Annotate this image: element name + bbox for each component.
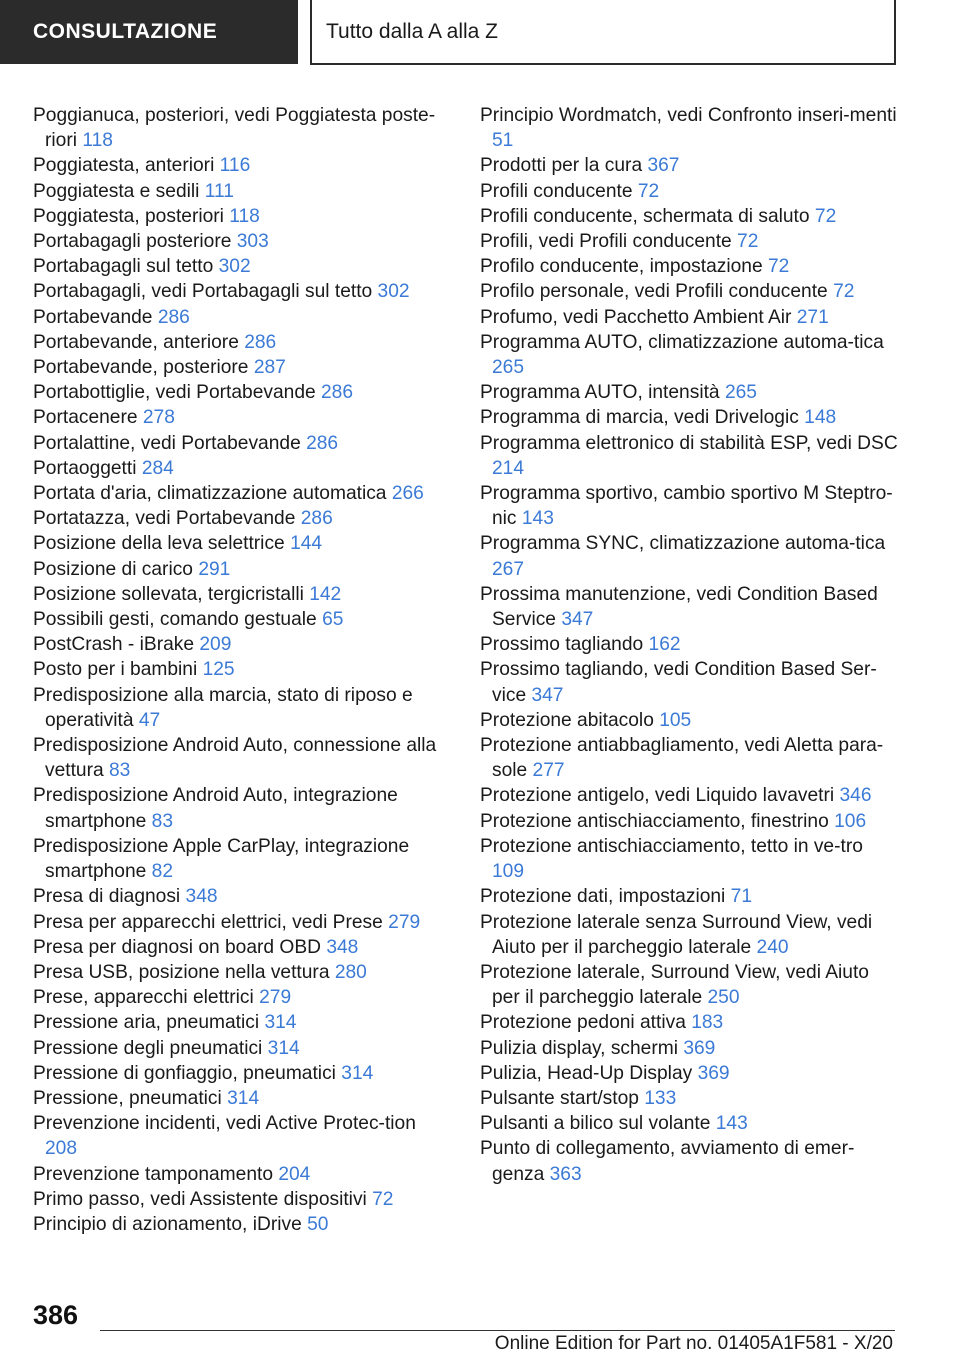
index-entry	[480, 632, 900, 657]
index-entry	[480, 330, 900, 380]
index-entry	[33, 783, 443, 833]
index-entry	[33, 657, 443, 682]
entry-text: Pressione, pneumatici	[33, 1087, 222, 1109]
entry-text: Pulizia display, schermi	[480, 1037, 678, 1059]
index-entry	[480, 657, 900, 707]
page-reference-link[interactable]: 279	[259, 987, 292, 1009]
index-entry	[33, 204, 443, 229]
entry-text: Principio di azionamento, iDrive	[33, 1213, 302, 1235]
page-reference-link[interactable]: 369	[683, 1037, 716, 1059]
index-entry	[33, 179, 443, 204]
index-entry	[33, 1086, 443, 1111]
index-entry	[33, 305, 443, 330]
index-entry	[480, 531, 900, 581]
index-entry	[33, 153, 443, 178]
entry-text: Portabevande, anteriore	[33, 331, 239, 353]
chapter-title: Tutto dalla A alla Z	[310, 0, 896, 65]
entry-text: Profili conducente	[480, 180, 633, 202]
entry-text: Poggiatesta, posteriori	[33, 205, 224, 227]
index-entry	[33, 632, 443, 657]
index-entry	[33, 1212, 443, 1237]
entry-text: Profilo personale, vedi Profili conducente	[480, 281, 828, 303]
index-entry	[480, 733, 900, 783]
entry-text: Portabevande	[33, 306, 153, 328]
page-reference-link[interactable]: 266	[391, 483, 424, 505]
entry-text: Protezione antischiacciamento, finestrino	[480, 810, 829, 832]
entry-text: Poggiatesta, anteriori	[33, 155, 215, 177]
page-reference-link[interactable]: 250	[707, 987, 740, 1009]
page-reference-link[interactable]: 286	[244, 331, 277, 353]
page-reference-link[interactable]: 72	[372, 1188, 394, 1210]
entry-text: Protezione laterale, Surround View, vedi Aiuto per il parcheggio laterale	[480, 961, 869, 1009]
page-reference-link[interactable]: 279	[388, 911, 421, 933]
page-reference-link[interactable]: 287	[253, 357, 286, 379]
index-entry	[33, 506, 443, 531]
entry-text: Poggianuca, posteriori, vedi Poggiatesta poste-riori	[33, 105, 436, 152]
index-entry	[480, 884, 900, 909]
page-reference-link[interactable]: 286	[157, 306, 190, 328]
entry-text: Prossimo tagliando, vedi Condition Based Ser-vice	[480, 659, 877, 706]
entry-text: Prevenzione incidenti, vedi Active Protec-tion	[33, 1113, 416, 1135]
page-reference-link[interactable]: 148	[804, 407, 837, 429]
entry-text: Protezione antiabbagliamento, vedi Aletta para-sole	[480, 735, 884, 782]
entry-text: Pressione aria, pneumatici	[33, 1012, 260, 1034]
page-reference-link[interactable]: 267	[492, 558, 525, 580]
page-reference-link[interactable]: 105	[659, 709, 692, 731]
index-entry	[480, 910, 900, 960]
index-entry	[480, 834, 900, 884]
entry-text: Poggiatesta e sedili	[33, 180, 200, 202]
page-reference-link[interactable]: 363	[549, 1163, 582, 1185]
entry-text: Predisposizione alla marcia, stato di riposo e operatività	[33, 684, 413, 731]
page-reference-link[interactable]: 47	[138, 709, 161, 731]
page-reference-link[interactable]: 118	[82, 130, 113, 152]
index-entry	[480, 783, 900, 808]
index-entry	[480, 1111, 900, 1136]
index-entry	[33, 1036, 443, 1061]
index-entry	[33, 254, 443, 279]
index-entry	[480, 1136, 900, 1186]
index-entry	[480, 960, 900, 1010]
page-reference-link[interactable]: 348	[185, 886, 218, 908]
entry-text: Programma AUTO, climatizzazione automa-tica	[480, 331, 884, 353]
page-reference-link[interactable]: 314	[267, 1037, 300, 1059]
index-entry	[33, 985, 443, 1010]
footer-divider	[100, 1330, 895, 1331]
entry-text: Portabevande, posteriore	[33, 357, 249, 379]
index-entry	[33, 431, 443, 456]
page-reference-link[interactable]: 65	[322, 609, 344, 631]
page-reference-link[interactable]: 302	[218, 256, 251, 278]
page-reference-link[interactable]: 346	[839, 785, 872, 807]
entry-text: Pulsanti a bilico sul volante	[480, 1113, 711, 1135]
index-entry	[33, 960, 443, 985]
index-entry	[480, 305, 900, 330]
index-entry	[33, 935, 443, 960]
page-reference-link[interactable]: 162	[648, 634, 681, 656]
index-entry	[33, 330, 443, 355]
page-reference-link[interactable]: 72	[637, 180, 660, 202]
page-reference-link[interactable]: 314	[227, 1087, 260, 1109]
index-column-right	[480, 103, 900, 1187]
page-reference-link[interactable]: 118	[229, 205, 260, 227]
page-reference-link[interactable]: 314	[264, 1012, 297, 1034]
entry-text: Presa per diagnosi on board OBD	[33, 936, 321, 958]
page-reference-link[interactable]: 367	[647, 155, 680, 177]
page-reference-link[interactable]: 271	[796, 306, 829, 328]
entry-text: Programma di marcia, vedi Drivelogic	[480, 407, 799, 429]
entry-text: Programma AUTO, intensità	[480, 382, 720, 404]
entry-text: Punto di collegamento, avviamento di emer-genza	[480, 1138, 855, 1185]
entry-text: PostCrash - iBrake	[33, 634, 195, 656]
index-column-left	[33, 103, 443, 1237]
entry-text: Pulsante start/stop	[480, 1087, 639, 1109]
index-entry	[33, 229, 443, 254]
page-reference-link[interactable]: 133	[644, 1087, 677, 1109]
index-entry	[33, 103, 443, 153]
index-entry	[480, 1010, 900, 1035]
section-tab: CONSULTAZIONE	[0, 0, 298, 64]
entry-text: Pressione di gonfiaggio, pneumatici	[33, 1062, 336, 1084]
page-reference-link[interactable]: 109	[492, 861, 525, 883]
entry-text: Posto per i bambini	[33, 659, 198, 681]
entry-text: Portata d'aria, climatizzazione automatica	[33, 483, 387, 505]
page-reference-link[interactable]: 303	[236, 231, 269, 253]
page-reference-link[interactable]: 286	[300, 508, 333, 530]
index-entry	[33, 607, 443, 632]
entry-text: Portabagagli sul tetto	[33, 256, 214, 278]
entry-text: Programma elettronico di stabilità ESP, vedi DSC	[480, 432, 898, 454]
index-entry	[480, 431, 900, 481]
index-entry	[480, 229, 900, 254]
index-entry	[33, 733, 443, 783]
page-reference-link[interactable]: 204	[278, 1163, 311, 1185]
index-entry	[33, 355, 443, 380]
page-reference-link[interactable]: 83	[151, 810, 174, 832]
entry-text: Posizione della leva selettrice	[33, 533, 285, 555]
index-entry	[33, 884, 443, 909]
page-reference-link[interactable]: 314	[341, 1062, 374, 1084]
index-entry	[480, 204, 900, 229]
index-entry	[480, 279, 900, 304]
entry-text: Portaoggetti	[33, 457, 137, 479]
page-reference-link[interactable]: 347	[531, 684, 564, 706]
page-header	[0, 0, 960, 66]
index-entry	[33, 531, 443, 556]
entry-text: Profili, vedi Profili conducente	[480, 231, 732, 253]
page-reference-link[interactable]: 278	[142, 407, 175, 429]
index-entry	[480, 405, 900, 430]
page-reference-link[interactable]: 116	[219, 155, 251, 177]
page-reference-link[interactable]: 71	[730, 886, 752, 908]
page-reference-link[interactable]: 348	[326, 936, 359, 958]
index-entry	[33, 456, 443, 481]
index-entry	[33, 834, 443, 884]
page-reference-link[interactable]: 208	[45, 1138, 78, 1160]
entry-text: Portabottiglie, vedi Portabevande	[33, 382, 316, 404]
page-reference-link[interactable]: 72	[768, 256, 790, 278]
page-reference-link[interactable]: 209	[199, 634, 232, 656]
page-reference-link[interactable]: 347	[561, 609, 594, 631]
entry-text: Protezione abitacolo	[480, 709, 654, 731]
entry-text: Principio Wordmatch, vedi Confronto inseri-menti	[480, 105, 897, 126]
page-reference-link[interactable]: 72	[737, 231, 759, 253]
index-entry	[33, 582, 443, 607]
page-reference-link[interactable]: 83	[109, 760, 131, 782]
entry-text: Prossima manutenzione, vedi Condition Based Service	[480, 583, 878, 631]
index-entry	[480, 1086, 900, 1111]
entry-text: Protezione pedoni attiva	[480, 1012, 686, 1034]
page-reference-link[interactable]: 291	[198, 558, 231, 580]
entry-text: Prevenzione tamponamento	[33, 1163, 273, 1185]
index-entry	[33, 683, 443, 733]
page-reference-link[interactable]: 72	[833, 281, 855, 303]
entry-text: Predisposizione Android Auto, integrazione smartphone	[33, 785, 398, 832]
page-reference-link[interactable]: 280	[334, 961, 367, 983]
page-reference-link[interactable]: 111	[204, 180, 234, 202]
entry-text: Posizione sollevata, tergicristalli	[33, 583, 304, 605]
entry-text: Portabagagli, vedi Portabagagli sul tetto	[33, 281, 373, 303]
page-reference-link[interactable]: 265	[492, 357, 525, 379]
entry-text: Protezione antischiacciamento, tetto in ve-tro	[480, 835, 863, 857]
entry-text: Presa USB, posizione nella vettura	[33, 961, 330, 983]
page-reference-link[interactable]: 284	[141, 457, 174, 479]
page-reference-link[interactable]: 369	[697, 1062, 730, 1084]
index-entry	[480, 254, 900, 279]
index-entry	[480, 708, 900, 733]
page-reference-link[interactable]: 286	[321, 382, 354, 404]
entry-text: Possibili gesti, comando gestuale	[33, 609, 317, 631]
index-entry	[480, 481, 900, 531]
entry-text: Programma SYNC, climatizzazione automa-tica	[480, 533, 886, 555]
page-reference-link[interactable]: 302	[377, 281, 410, 303]
page-reference-link[interactable]: 240	[756, 936, 789, 958]
index-entry	[480, 153, 900, 178]
entry-text: Portalattine, vedi Portabevande	[33, 432, 301, 454]
page-reference-link[interactable]: 144	[290, 533, 323, 555]
edition-note: Online Edition for Part no. 01405A1F581 - X/20	[494, 1333, 893, 1354]
page-reference-link[interactable]: 51	[492, 130, 514, 152]
entry-text: Predisposizione Android Auto, connessione alla vettura	[33, 735, 437, 782]
entry-text: Prese, apparecchi elettrici	[33, 987, 254, 1009]
index-entry	[33, 405, 443, 430]
index-entry	[33, 557, 443, 582]
page-reference-link[interactable]: 214	[492, 457, 525, 479]
entry-text: Portatazza, vedi Portabevande	[33, 508, 296, 530]
entry-text: Posizione di carico	[33, 558, 193, 580]
index-entry	[480, 103, 900, 153]
entry-text: Presa di diagnosi	[33, 886, 181, 908]
index-entry	[480, 1036, 900, 1061]
entry-text: Portacenere	[33, 407, 138, 429]
index-entry	[33, 380, 443, 405]
index-entry	[480, 179, 900, 204]
index-entry	[33, 1187, 443, 1212]
entry-text: Protezione antigelo, vedi Liquido lavavetri	[480, 785, 835, 807]
page-number: 386	[33, 1300, 79, 1330]
index-entry	[33, 1061, 443, 1086]
page-reference-link[interactable]: 143	[521, 508, 554, 530]
entry-text: Pulizia, Head-Up Display	[480, 1062, 693, 1084]
index-entry	[480, 1061, 900, 1086]
entry-text: Predisposizione Apple CarPlay, integrazione smartphone	[33, 835, 410, 883]
entry-text: Protezione laterale senza Surround View, vedi Aiuto per il parcheggio laterale	[480, 911, 873, 958]
page-reference-link[interactable]: 106	[834, 810, 867, 832]
entry-text: Prossimo tagliando	[480, 634, 644, 656]
entry-text: Primo passo, vedi Assistente dispositivi	[33, 1188, 367, 1210]
index-entry	[480, 582, 900, 632]
page-reference-link[interactable]: 265	[724, 382, 757, 404]
entry-text: Pressione degli pneumatici	[33, 1037, 263, 1059]
entry-text: Programma sportivo, cambio sportivo M Steptro-nic	[480, 483, 893, 530]
page-reference-link[interactable]: 277	[532, 760, 565, 782]
page-reference-link[interactable]: 286	[306, 432, 339, 454]
index-entry	[33, 279, 443, 304]
index-entry	[33, 481, 443, 506]
entry-text: Profili conducente, schermata di saluto	[480, 205, 810, 227]
entry-text: Portabagagli posteriore	[33, 231, 232, 253]
entry-text: Profilo conducente, impostazione	[480, 256, 763, 278]
page-reference-link[interactable]: 50	[307, 1213, 329, 1235]
entry-text: Profumo, vedi Pacchetto Ambient Air	[480, 306, 792, 328]
entry-text: Protezione dati, impostazioni	[480, 886, 726, 908]
page-reference-link[interactable]: 72	[814, 205, 837, 227]
page-reference-link[interactable]: 183	[691, 1012, 724, 1034]
page-reference-link[interactable]: 143	[715, 1113, 748, 1135]
index-entry	[33, 1010, 443, 1035]
index-entry	[33, 1111, 443, 1161]
page-reference-link[interactable]: 142	[309, 583, 342, 605]
entry-text: Presa per apparecchi elettrici, vedi Prese	[33, 911, 383, 933]
index-entry	[33, 1162, 443, 1187]
entry-text: Prodotti per la cura	[480, 155, 643, 177]
index-entry	[480, 380, 900, 405]
page-reference-link[interactable]: 82	[151, 861, 174, 883]
index-entry	[33, 910, 443, 935]
index-entry	[480, 809, 900, 834]
page-reference-link[interactable]: 125	[202, 659, 235, 681]
